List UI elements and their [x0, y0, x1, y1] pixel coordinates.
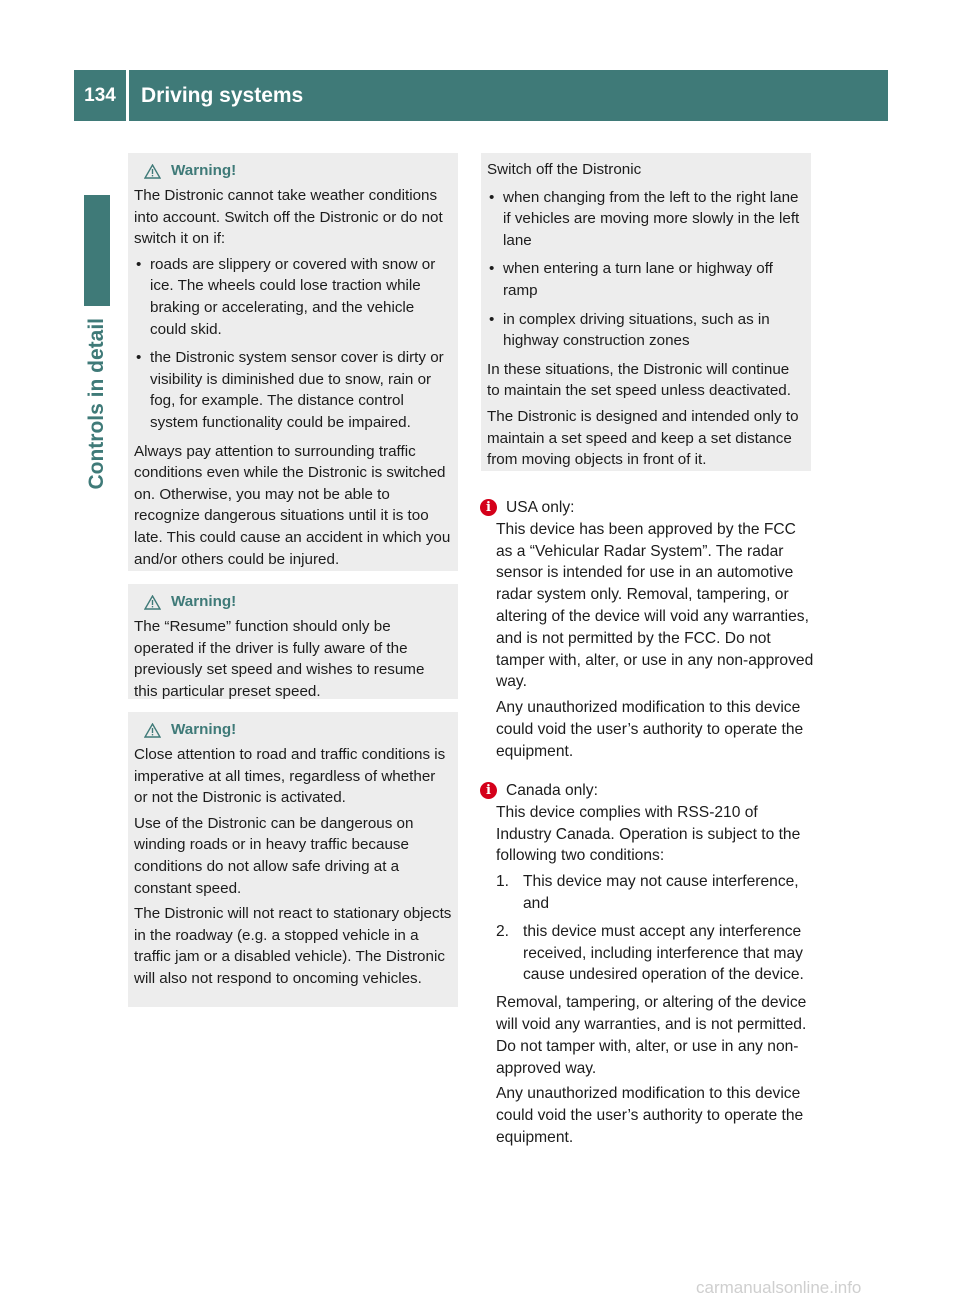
info-paragraph: Any unauthorized modification to this device could void the user’s authority to operate the equipment. — [496, 1085, 804, 1146]
warning-paragraph: Close attention to road and traffic conditions is imperative at all times, regardless of whether or not the Distronic is activated. — [134, 746, 446, 807]
warning-triangle-icon — [144, 595, 161, 610]
warning-bullet-list — [487, 187, 805, 352]
warning-paragraph: In these situations, the Distronic will continue to maintain the set speed unless deactivated. — [487, 360, 791, 400]
list-item: 1. This device may not cause interference, and — [496, 873, 799, 912]
info-icon: i — [480, 782, 497, 799]
condition-list — [496, 871, 816, 986]
warning-triangle-icon — [144, 723, 161, 738]
info-heading: i USA only: — [480, 497, 816, 519]
warning-triangle-icon — [144, 164, 161, 179]
warning-paragraph: The Distronic is designed and intended only to maintain a set speed and keep a set distance from moving objects in front of it. — [487, 407, 799, 469]
page-header — [74, 70, 888, 121]
warning-title: Warning! — [144, 720, 452, 740]
side-tab — [84, 318, 110, 518]
warning-title: Warning! — [144, 161, 452, 181]
list-item: 2. this device must accept any interference received, including interference that may cause undesired operation of the device. — [496, 922, 804, 984]
section-title: Driving systems — [141, 84, 304, 107]
warning-paragraph: Use of the Distronic can be dangerous on winding roads or in heavy traffic because conditions do not allow safe driving at a constant speed. — [134, 814, 414, 897]
list-item: • in complex driving situations, such as in highway construction zones — [487, 309, 805, 352]
side-tab-label: Controls in detail — [85, 318, 108, 490]
info-paragraph: Any unauthorized modification to this device could void the user’s authority to operate the equipment. — [496, 699, 804, 760]
warning-intro: The Distronic cannot take weather conditions into account. Switch off the Distronic or do not switch it on if: — [134, 187, 443, 248]
side-tab-marker — [84, 195, 110, 306]
list-item: • roads are slippery or covered with snow or ice. The wheels could lose traction while braking or accelerating, and the vehicle could skid. — [134, 254, 452, 340]
warning-box-resume — [128, 584, 458, 699]
info-usa — [480, 497, 816, 767]
page-number: 134 — [84, 84, 116, 106]
info-canada — [480, 780, 816, 1153]
warning-title: Warning! — [144, 592, 452, 612]
warning-bullet-list — [134, 254, 452, 434]
list-item: • when changing from the left to the right lane if vehicles are moving more slowly in the left lane — [487, 187, 805, 252]
list-item: • the Distronic system sensor cover is dirty or visibility is diminished due to snow, rain or fog, for example. The distance control system functionality could be impaired. — [134, 347, 452, 433]
warning-box-attention — [128, 712, 458, 1007]
info-paragraph: This device complies with RSS-210 of Industry Canada. Operation is subject to the following two conditions: — [496, 803, 801, 865]
warning-box-weather — [128, 153, 458, 571]
warning-box-continued — [481, 153, 811, 471]
info-paragraph: This device has been approved by the FCC as a “Vehicular Radar System”. The radar sensor is intended for use in an automotive radar system only. Removal, tampering, or altering of the device will void any warranties, and is not permitted by the FCC. Do not tamper with, alter, or use in any non-approved way. — [496, 520, 814, 691]
info-icon: i — [480, 499, 497, 516]
info-paragraph: Removal, tampering, or altering of the device will void any warranties, and is not permitted. Do not tamper with, alter, or use in any non-approved way. — [496, 994, 807, 1077]
warning-paragraph: The Distronic will not react to stationary objects in the roadway (e.g. a stopped vehicle in a traffic jam or a disabled vehicle). The Distronic will also not respond to oncoming vehicles. — [134, 905, 452, 987]
warning-outro: Always pay attention to surrounding traffic conditions even while the Distronic is switched on. Otherwise, you may not be able to recognize dangerous situations until it is too late. This could cause an accident in which you and/or others could be injured. — [134, 442, 451, 568]
info-heading: i Canada only: — [480, 780, 816, 802]
warning-intro: Switch off the Distronic — [487, 161, 642, 178]
warning-text: The “Resume” function should only be operated if the driver is fully aware of the previously set speed and wishes to resume this particular preset speed. — [134, 618, 425, 700]
list-item: • when entering a turn lane or highway off ramp — [487, 258, 805, 301]
footer-watermark: carmanualsonline.info — [696, 1278, 862, 1297]
header-divider — [126, 70, 129, 121]
